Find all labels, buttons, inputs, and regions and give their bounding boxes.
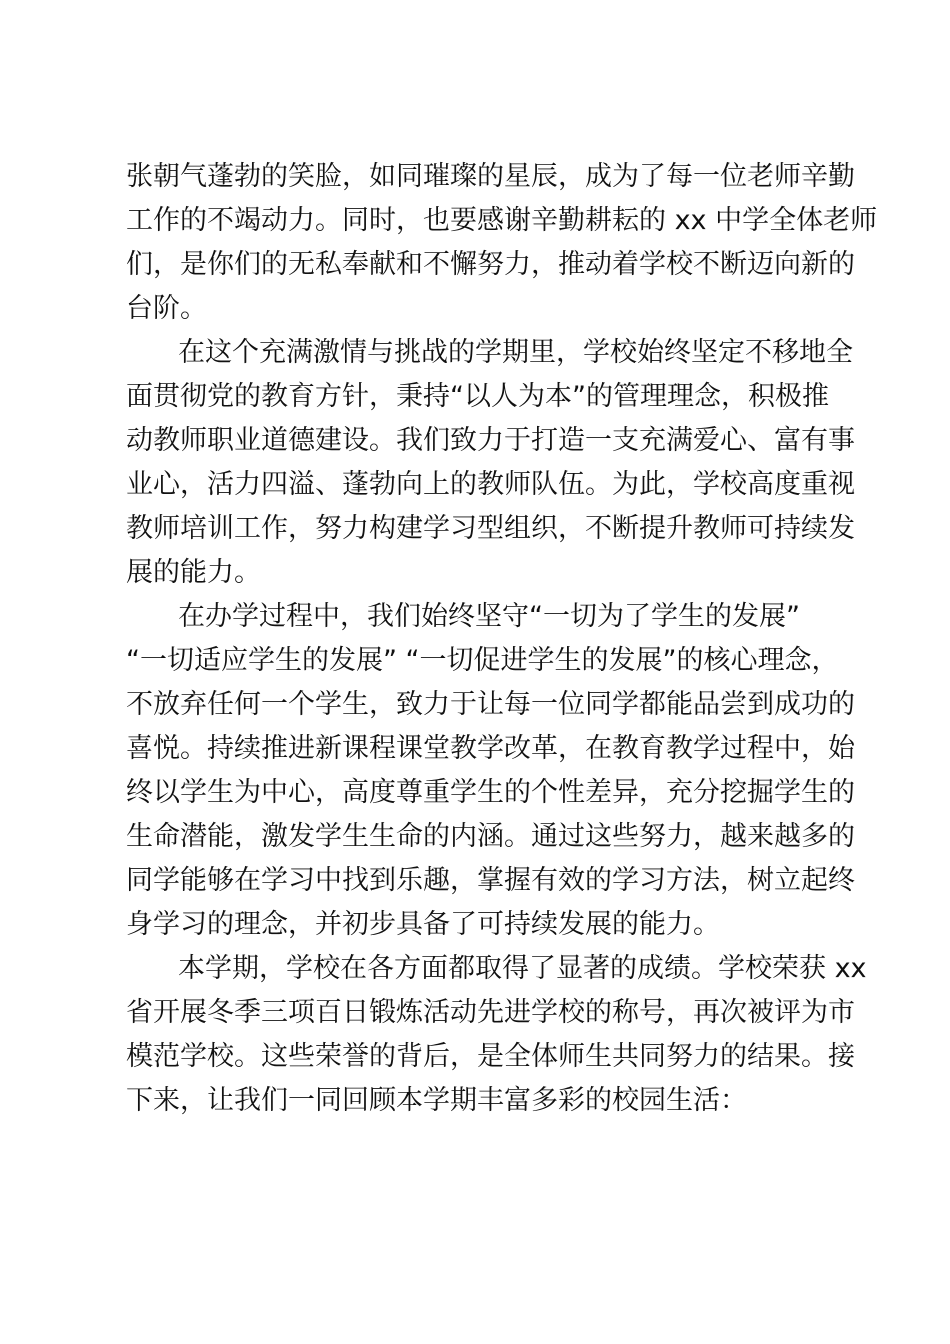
text-line: 省开展冬季三项百日锻炼活动先进学校的称号，再次被评为市 bbox=[126, 997, 855, 1028]
text-line: 不放弃任何一个学生，致力于让每一位同学都能品尝到成功的 bbox=[126, 689, 855, 720]
document-body bbox=[126, 155, 878, 1123]
text-line: 同学能够在学习中找到乐趣，掌握有效的学习方法，树立起终 bbox=[126, 865, 855, 896]
text-line: 展的能力。 bbox=[126, 557, 261, 588]
text-line: 模范学校。这些荣誉的背后，是全体师生共同努力的结果。接 bbox=[126, 1041, 855, 1072]
text-line: 工作的不竭动力。同时，也要感谢辛勤耕耘的 xx 中学全体老师 bbox=[126, 205, 878, 236]
text-line: 面贯彻党的教育方针，秉持“以人为本”的管理理念，积极推 bbox=[126, 381, 829, 412]
text-line: 动教师职业道德建设。我们致力于打造一支充满爱心、富有事 bbox=[126, 425, 855, 456]
text-line: 在这个充满激情与挑战的学期里，学校始终坚定不移地全 bbox=[178, 337, 853, 368]
text-line: “一切适应学生的发展” “一切促进学生的发展”的核心理念， bbox=[126, 645, 839, 676]
text-line: 教师培训工作，努力构建学习型组织，不断提升教师可持续发 bbox=[126, 513, 855, 544]
text-line: 在办学过程中，我们始终坚守“一切为了学生的发展” bbox=[178, 601, 800, 632]
text-line: 终以学生为中心，高度尊重学生的个性差异，充分挖掘学生的 bbox=[126, 777, 855, 808]
text-line: 本学期，学校在各方面都取得了显著的成绩。学校荣获 xx bbox=[178, 953, 867, 984]
text-line: 业心，活力四溢、蓬勃向上的教师队伍。为此，学校高度重视 bbox=[126, 469, 855, 500]
text-line: 们，是你们的无私奉献和不懈努力，推动着学校不断迈向新的 bbox=[126, 249, 855, 280]
text-line: 身学习的理念，并初步具备了可持续发展的能力。 bbox=[126, 909, 720, 940]
text-line: 下来，让我们一同回顾本学期丰富多彩的校园生活： bbox=[126, 1085, 747, 1116]
text-line: 生命潜能，激发学生生命的内涵。通过这些努力，越来越多的 bbox=[126, 821, 855, 852]
text-line: 张朝气蓬勃的笑脸，如同璀璨的星辰，成为了每一位老师辛勤 bbox=[126, 161, 855, 192]
text-line: 台阶。 bbox=[126, 293, 207, 324]
text-line: 喜悦。持续推进新课程课堂教学改革，在教育教学过程中，始 bbox=[126, 733, 855, 764]
